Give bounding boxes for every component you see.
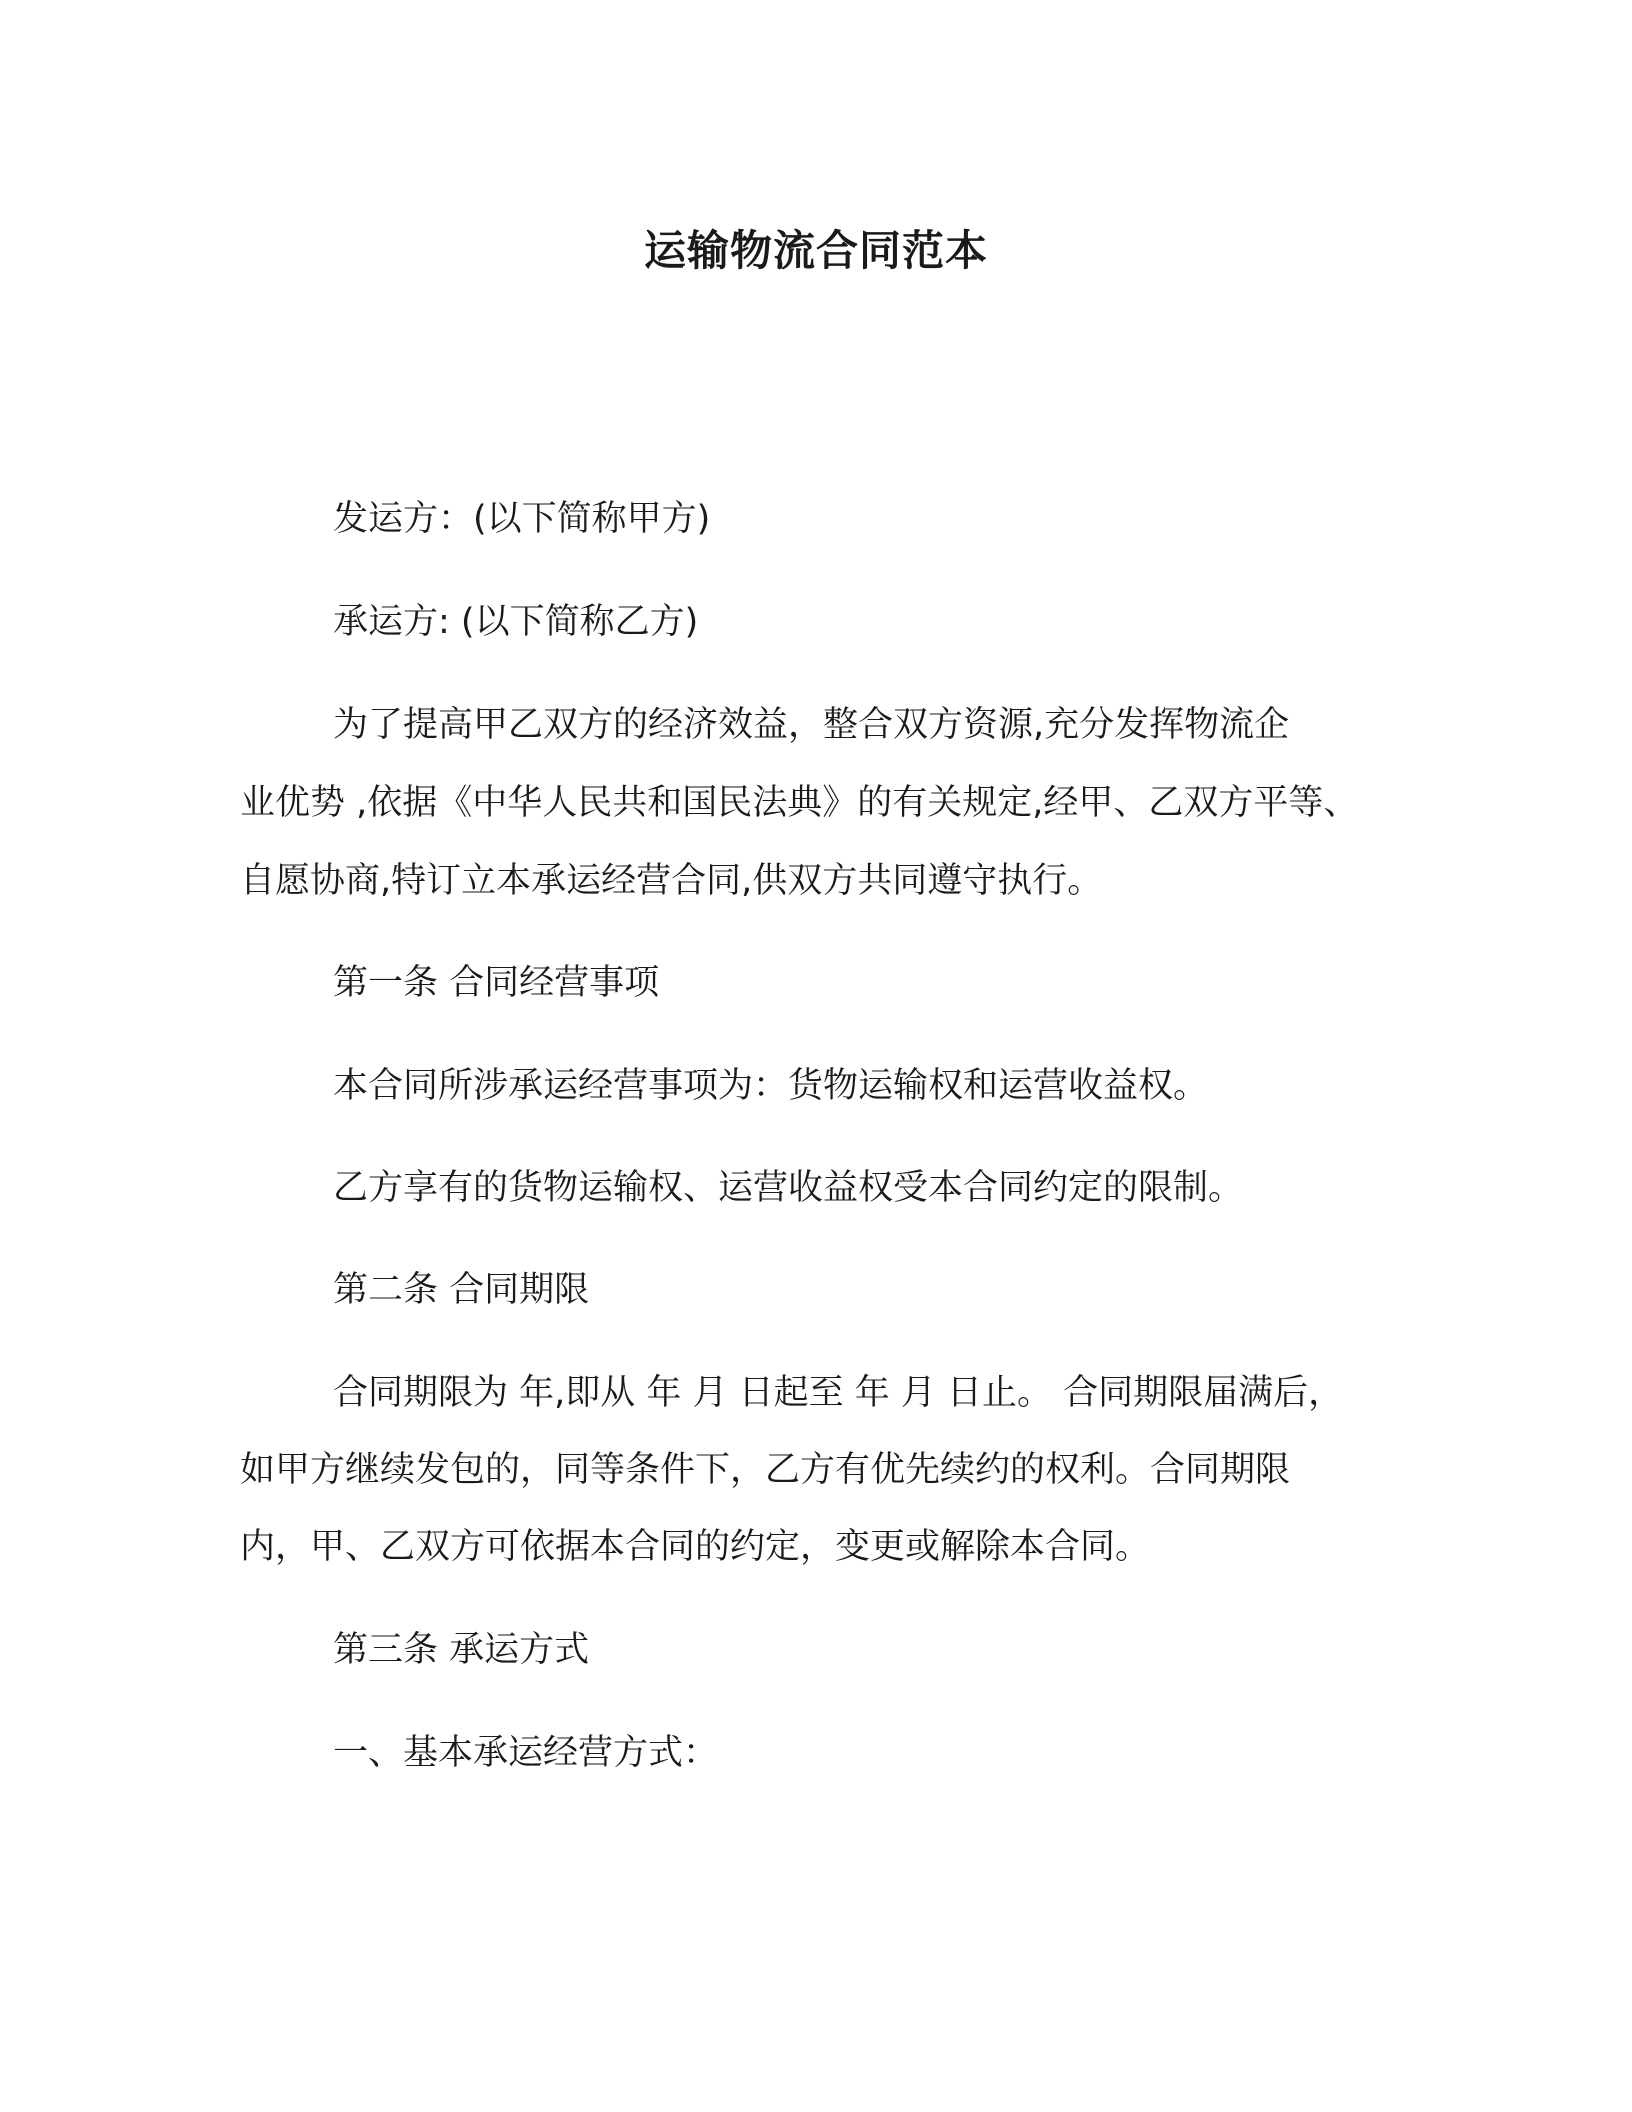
article2-heading: 第二条 合同期限 <box>333 1270 590 1310</box>
article2-line-1: 合同期限为 年,即从 年 月 日起至 年 月 日止。 合同期限届满后， <box>333 1373 1344 1413</box>
article1-paragraph-1: 本合同所涉承运经营事项为：货物运输权和运营收益权。 <box>333 1066 1209 1106</box>
article2-line-3: 内，甲、乙双方可依据本合同的约定，变更或解除本合同。 <box>240 1527 1151 1567</box>
article2-line-2: 如甲方继续发包的，同等条件下，乙方有优先续约的权利。合同期限 <box>240 1450 1291 1490</box>
article3-item-1: 一、基本承运经营方式： <box>333 1733 719 1773</box>
article1-paragraph-2: 乙方享有的货物运输权、运营收益权受本合同约定的限制。 <box>333 1168 1244 1208</box>
intro-line-3: 自愿协商,特订立本承运经营合同,供双方共同遵守执行。 <box>240 861 1103 901</box>
article1-heading: 第一条 合同经营事项 <box>333 963 660 1003</box>
shipper-line: 发运方：(以下简称甲方) <box>333 499 711 539</box>
intro-line-1: 为了提高甲乙双方的经济效益，整合双方资源,充分发挥物流企 <box>333 705 1290 745</box>
carrier-line: 承运方: (以下简称乙方) <box>333 602 699 642</box>
intro-line-2: 业优势 ,依据《中华人民共和国民法典》的有关规定,经甲、乙双方平等、 <box>240 783 1359 823</box>
article3-heading: 第三条 承运方式 <box>333 1630 590 1670</box>
document-title: 运输物流合同范本 <box>643 226 988 275</box>
